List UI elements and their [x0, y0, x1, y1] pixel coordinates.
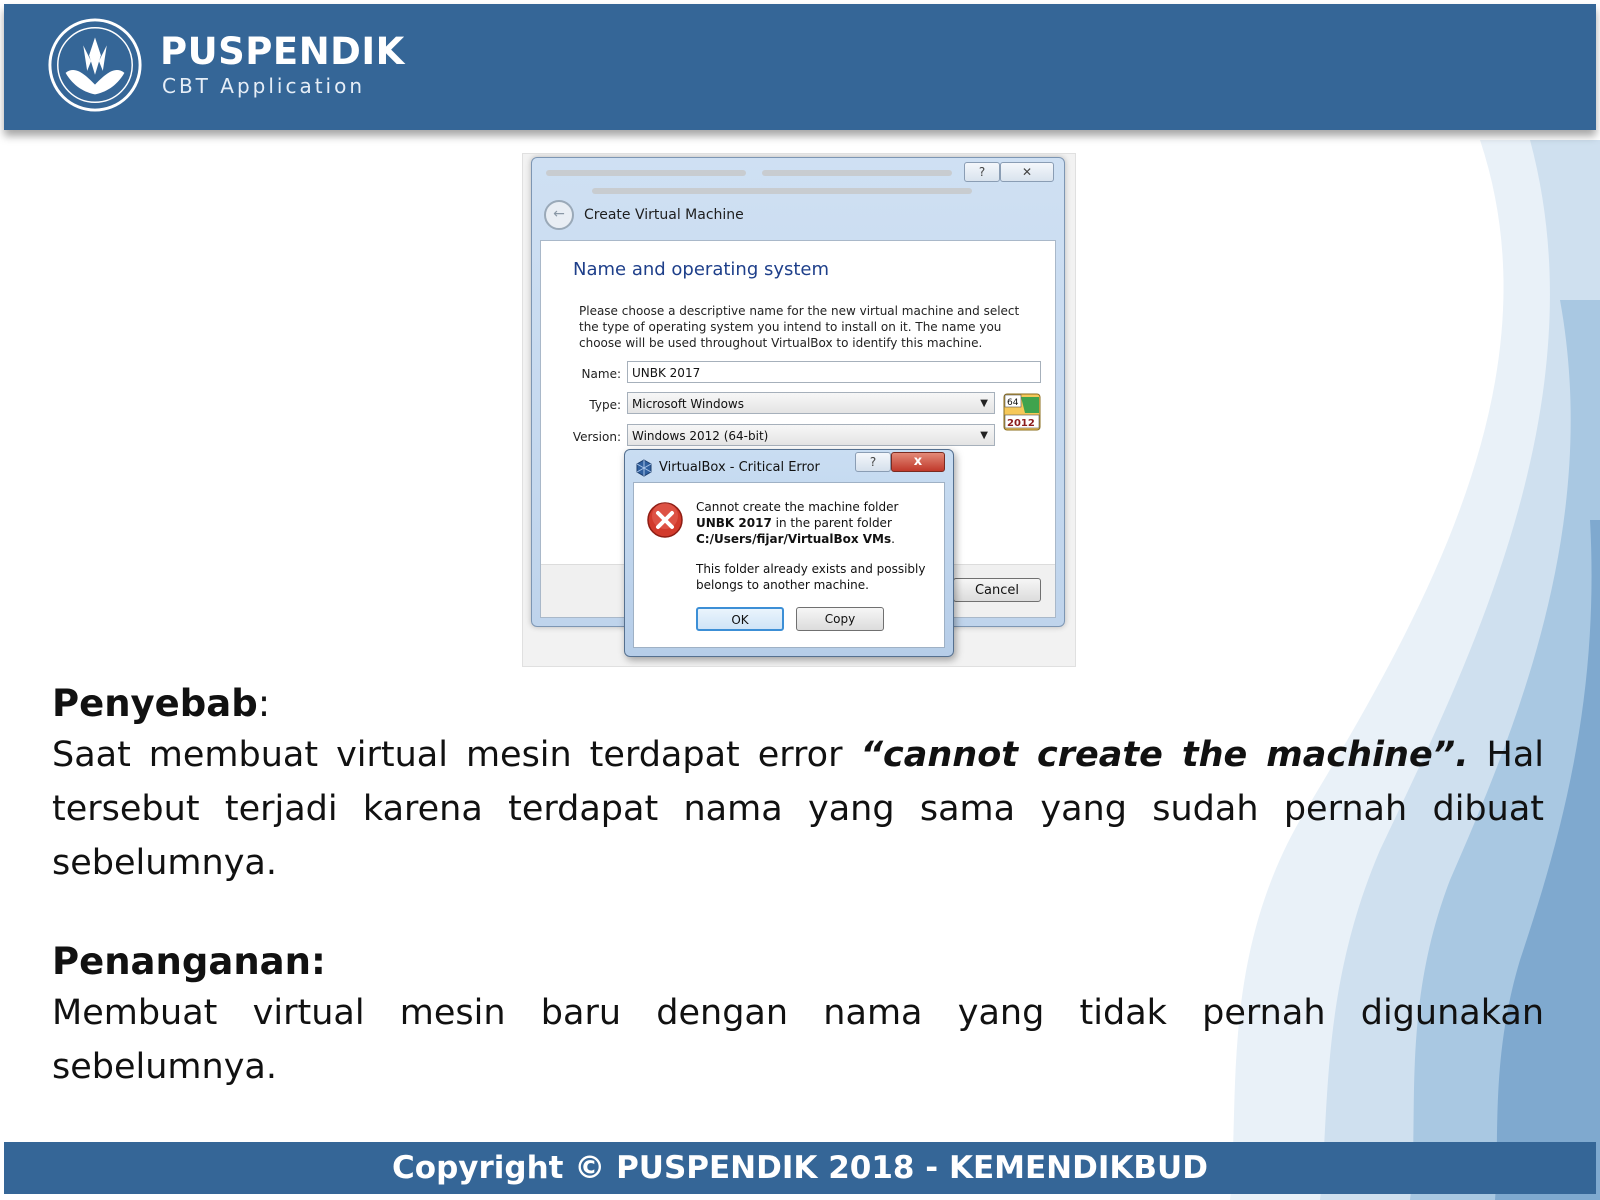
name-label: Name:	[581, 367, 621, 381]
blurred-background-text	[762, 170, 952, 176]
cause-text-after: Hal tersebut terjadi karena terdapat nama yang sama yang sudah pernah dibuat sebelumnya.	[52, 735, 1544, 883]
cause-highlight: “cannot create the machine”.	[860, 735, 1469, 775]
os-icon-year-label: 2012	[1007, 418, 1035, 429]
section-title: Name and operating system	[573, 259, 830, 280]
blurred-background-text	[592, 188, 972, 194]
windows-2012-os-icon	[1003, 393, 1041, 431]
solution-heading: Penanganan:	[52, 940, 326, 983]
slide-content	[52, 680, 1544, 1094]
error-message	[696, 499, 936, 547]
spacer	[52, 890, 1544, 938]
solution-paragraph: Membuat virtual mesin baru dengan nama yang tidak pernah digunakan sebelumnya.	[52, 993, 1544, 1087]
tut-wuri-handayani-logo	[46, 16, 144, 114]
cause-text-before: Saat membuat virtual mesin terdapat error	[52, 735, 861, 775]
critical-error-dialog	[624, 449, 954, 657]
blurred-background-text	[546, 170, 746, 176]
error-message-prefix: Cannot create the machine folder	[696, 500, 899, 514]
brand-name: PUSPENDIK	[160, 30, 405, 73]
brand-subtitle: CBT Application	[162, 74, 366, 98]
wizard-close-button[interactable]: ✕	[1000, 162, 1054, 182]
back-arrow-icon[interactable]: ←	[544, 200, 574, 230]
vm-name-input[interactable]: UNBK 2017	[627, 361, 1041, 383]
os-icon-bits-label: 64	[1007, 398, 1019, 408]
wizard-help-button[interactable]: ?	[964, 162, 1000, 182]
os-type-select[interactable]	[627, 392, 995, 414]
cause-heading-line	[52, 680, 1544, 728]
os-type-value: Microsoft Windows	[632, 397, 744, 411]
error-message-end: .	[891, 532, 895, 546]
header-bar	[4, 4, 1596, 130]
cause-heading: Penyebab	[52, 682, 258, 725]
error-help-button[interactable]: ?	[855, 452, 891, 472]
version-label: Version:	[572, 430, 621, 444]
copy-button[interactable]: Copy	[796, 607, 884, 631]
error-dialog-body	[633, 482, 945, 648]
error-x-icon	[646, 501, 684, 539]
error-message-middle: in the parent folder	[771, 516, 892, 530]
footer-copyright: Copyright © PUSPENDIK 2018 - KEMENDIKBUD	[392, 1150, 1208, 1186]
os-version-select[interactable]	[627, 424, 995, 446]
virtualbox-icon	[635, 459, 653, 477]
cause-heading-colon: :	[257, 682, 271, 725]
chevron-down-icon: ▼	[980, 430, 988, 441]
wizard-title: Create Virtual Machine	[584, 207, 744, 223]
os-version-value: Windows 2012 (64-bit)	[632, 429, 769, 443]
error-parent-folder: C:/Users/fijar/VirtualBox VMs	[696, 532, 892, 546]
type-label: Type:	[589, 398, 621, 412]
chevron-down-icon: ▼	[980, 398, 988, 409]
error-close-button[interactable]: x	[891, 452, 945, 472]
error-detail: This folder already exists and possibly belongs to another machine.	[696, 562, 926, 592]
footer-bar	[4, 1142, 1596, 1194]
cancel-button[interactable]: Cancel	[953, 578, 1041, 602]
error-dialog-title: VirtualBox - Critical Error	[659, 460, 820, 475]
embedded-screenshot	[522, 153, 1076, 667]
cause-paragraph	[52, 728, 1544, 890]
error-folder-name: UNBK 2017	[696, 516, 772, 530]
wizard-description: Please choose a descriptive name for the new virtual machine and select the type of operating system you intend to install on it. The name you choose will be used throughout VirtualBox to identify this machine.	[579, 304, 1020, 350]
ok-button[interactable]: OK	[696, 607, 784, 631]
create-vm-wizard-window	[531, 157, 1065, 627]
